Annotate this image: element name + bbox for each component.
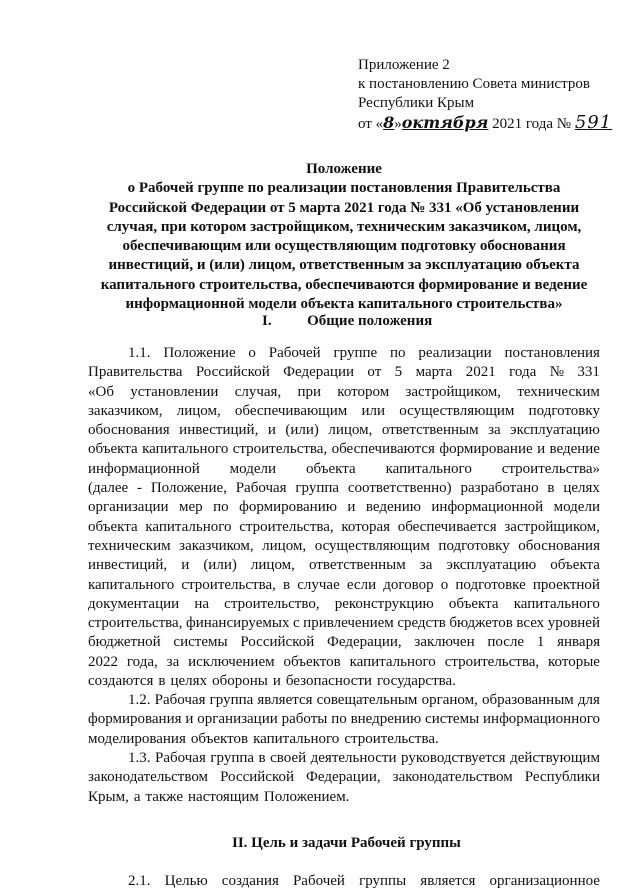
paragraph-1-1	[88, 344, 600, 691]
section-1-number: I.	[262, 313, 272, 329]
text-line: информационной модели объекта капитального строительства»	[88, 460, 600, 477]
text-line: инвестиций, и (или) лицом, ответственным за эксплуатацию объекта	[88, 557, 600, 574]
paragraph-1-3	[88, 749, 600, 807]
text-line: бюджетной системы Российской Федерации, заключен после 1 января	[88, 634, 600, 651]
text-line: Правительства Российской Федерации от 5 марта 2021 года № 331	[88, 364, 600, 381]
text-line: 2022 года, за исключением объектов капитального строительства, которые	[88, 653, 600, 670]
title-line: инвестиций, и (или) лицом, ответственным за эксплуатацию объекта	[108, 257, 580, 274]
text-line: объекта капитального строительства, обеспечиваются формирование и ведение	[88, 441, 600, 458]
text-line: документации на строительство, реконструкцию объекта капитального	[88, 595, 600, 612]
appendix-region: Республики Крым	[358, 95, 475, 111]
handwritten-month: октября	[401, 113, 489, 132]
text-line: 1.3. Рабочая группа в своей деятельности руководствуется действующим	[128, 750, 600, 766]
text-line: строительства, финансируемых с привлечением средств бюджетов всех уровней	[88, 615, 600, 632]
section-1-heading	[262, 313, 432, 330]
text-line: капитального строительства, в случае если договор о подготовке проектной	[88, 576, 600, 593]
title-line: капитального строительства, обеспечиваются формирование и ведение	[100, 276, 588, 293]
year-text: 2021 года №	[492, 116, 572, 132]
title-line: информационной модели объекта капитального строительства»	[125, 296, 563, 313]
appendix-resolution: к постановлению Совета министров	[358, 76, 590, 92]
text-line: создаются в целях обороны и безопасности государства.	[88, 673, 456, 690]
title-line: о Рабочей группе по реализации постановления Правительства	[127, 180, 561, 197]
text-line: 1.2. Рабочая группа является совещательным органом, образованным для	[128, 692, 600, 708]
date-mid: »	[394, 116, 402, 132]
paragraph-1-2	[88, 691, 600, 749]
appendix-title: Приложение 2	[358, 57, 450, 73]
handwritten-day: 8	[383, 113, 395, 132]
text-line: законодательством Российской Федерации, законодательством Республики	[88, 769, 600, 786]
appendix-header	[358, 56, 628, 134]
text-line: 2.1. Целью создания Рабочей группы является организационное	[128, 873, 600, 889]
title-line: Положение	[306, 161, 382, 177]
text-line: заказчиком, лицом, обеспечивающим или осуществляющим подготовку	[88, 402, 600, 419]
paragraph-2-1	[88, 872, 600, 891]
section-2-heading: II. Цель и задачи Рабочей группы	[232, 835, 461, 851]
text-line: техническим заказчиком, лицом, осуществляющим подготовку обоснования	[88, 537, 600, 554]
text-line: моделирования объектов капитального строительства.	[88, 730, 439, 747]
appendix-date-line	[358, 113, 628, 134]
title-line: обеспечивающим или осуществляющим подготовку обоснования	[122, 238, 566, 255]
text-line: «Об установлении случая, при котором застройщиком, техническим	[88, 383, 600, 400]
title-line: Российской Федерации от 5 марта 2021 года № 331 «Об установлении	[108, 199, 580, 216]
text-line: 1.1. Положение о Рабочей группе по реализации постановления	[128, 345, 600, 361]
text-line: (далее - Положение, Рабочая группа соответственно) разработано в целях	[88, 480, 600, 497]
text-line: объекта капитального строительства, которая обеспечивается застройщиком,	[88, 518, 600, 535]
text-line: формирования и организации работы по внедрению системы информационного	[88, 711, 600, 728]
text-line: Крым, а также настоящим Положением.	[88, 788, 350, 805]
document-title	[84, 160, 604, 314]
handwritten-number: 591	[574, 112, 613, 133]
text-line: обоснования инвестиций, и (или) лицом, ответственным за эксплуатацию	[88, 422, 600, 439]
title-line: случая, при котором застройщиком, техническим заказчиком, лицом,	[106, 218, 582, 235]
date-prefix: от «	[358, 116, 384, 132]
text-line: организации мер по формированию и ведению информационной модели	[88, 499, 600, 516]
section-1-title: Общие положения	[307, 313, 433, 329]
